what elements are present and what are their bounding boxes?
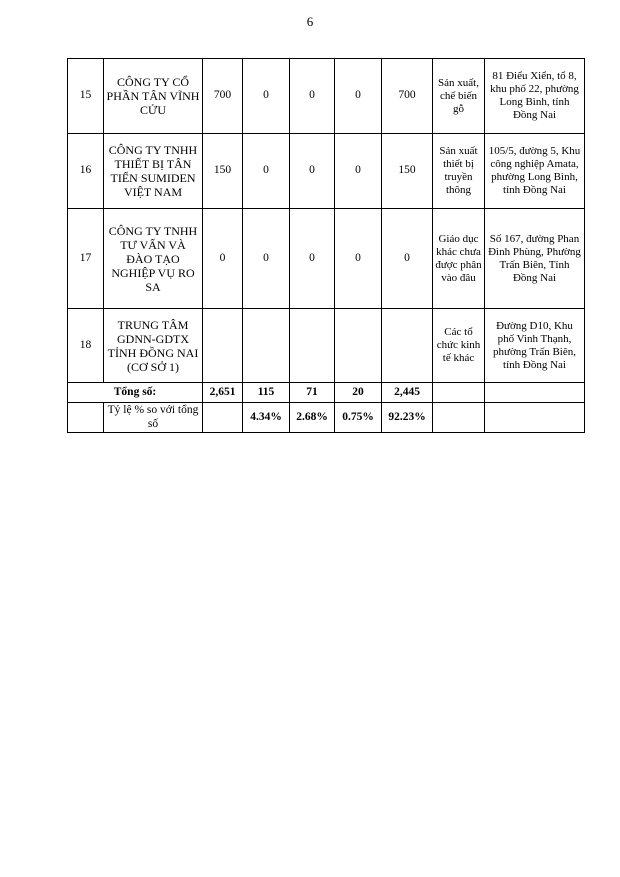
percent-value: 92.23% [382,403,433,433]
enterprise-table [67,58,585,433]
value-cell: 700 [203,59,243,134]
percent-value: 0.75% [335,403,382,433]
empty-cell [485,383,585,403]
percent-label: Tỷ lệ % so với tổng số [104,403,203,433]
value-cell [203,309,243,383]
sector-cell: Sản xuất thiết bị truyền thông [433,134,485,209]
value-cell: 0 [203,209,243,309]
value-cell: 0 [243,209,290,309]
row-index: 17 [68,209,104,309]
page-number: 6 [306,14,314,29]
company-name: CÔNG TY TNHH THIẾT BỊ TÂN TIẾN SUMIDEN VIỆT NAM [104,134,203,209]
value-cell: 0 [382,209,433,309]
empty-cell [485,403,585,433]
total-value: 2,445 [382,383,433,403]
table-row [68,309,585,383]
address-cell: 105/5, đường 5, Khu công nghiệp Amata, phường Long Bình, tỉnh Đồng Nai [485,134,585,209]
empty-cell [433,383,485,403]
value-cell [290,309,335,383]
value-cell [243,309,290,383]
empty-cell [68,403,104,433]
value-cell [335,309,382,383]
percent-row [68,403,585,433]
row-index: 16 [68,134,104,209]
sector-cell: Sản xuất, chế biến gỗ [433,59,485,134]
sector-cell: Các tổ chức kinh tế khác [433,309,485,383]
total-label: Tổng số: [68,383,203,403]
empty-cell [433,403,485,433]
value-cell: 150 [203,134,243,209]
value-cell: 0 [335,209,382,309]
value-cell: 0 [290,134,335,209]
value-cell: 0 [243,134,290,209]
value-cell: 0 [243,59,290,134]
value-cell: 700 [382,59,433,134]
value-cell: 0 [290,209,335,309]
value-cell: 0 [290,59,335,134]
row-index: 18 [68,309,104,383]
row-index: 15 [68,59,104,134]
address-cell: Đường D10, Khu phố Vinh Thạnh, phường Trấn Biên, tỉnh Đồng Nai [485,309,585,383]
company-name: TRUNG TÂM GDNN-GDTX TỈNH ĐỒNG NAI (CƠ SỞ 1) [104,309,203,383]
value-cell: 0 [335,134,382,209]
percent-value: 4.34% [243,403,290,433]
total-value: 2,651 [203,383,243,403]
value-cell [382,309,433,383]
total-value: 20 [335,383,382,403]
total-value: 71 [290,383,335,403]
table-row [68,209,585,309]
percent-value: 2.68% [290,403,335,433]
address-cell: Số 167, đường Phan Đình Phùng, Phường Trấn Biên, Tỉnh Đồng Nai [485,209,585,309]
empty-cell [203,403,243,433]
sector-cell: Giáo dục khác chưa được phân vào đâu [433,209,485,309]
table-row [68,59,585,134]
address-cell: 81 Điểu Xiển, tổ 8, khu phố 22, phường Long Bình, tỉnh Đồng Nai [485,59,585,134]
company-name: CÔNG TY TNHH TƯ VẤN VÀ ĐÀO TẠO NGHIỆP VỤ RO SA [104,209,203,309]
table-row [68,134,585,209]
company-name: CÔNG TY CỔ PHẦN TÂN VĨNH CỬU [104,59,203,134]
total-row [68,383,585,403]
value-cell: 150 [382,134,433,209]
value-cell: 0 [335,59,382,134]
total-value: 115 [243,383,290,403]
